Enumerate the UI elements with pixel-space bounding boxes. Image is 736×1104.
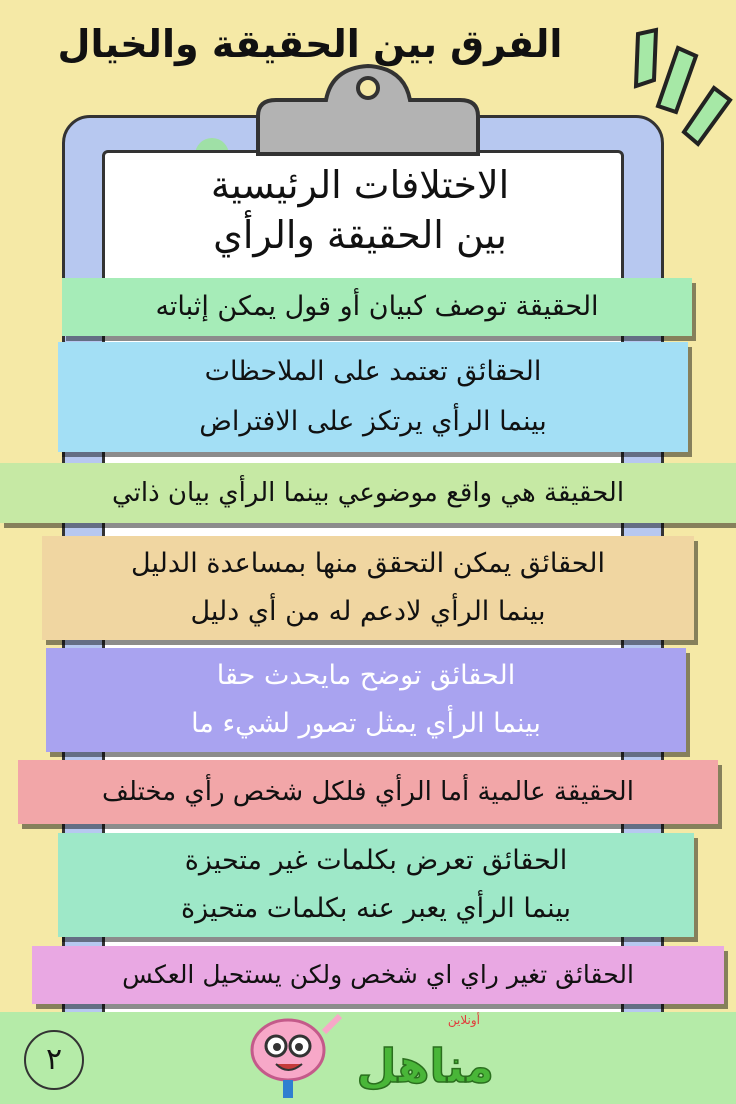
box-6-line-1: الحقيقة عالمية أما الرأي فلكل شخص رأي مختلف xyxy=(102,777,634,807)
manahel-logo xyxy=(244,1002,504,1104)
box-1-line-1: الحقيقة توصف كبيان أو قول يمكن إثباته xyxy=(155,291,599,322)
heading-line-2: بين الحقيقة والرأي xyxy=(213,213,507,257)
box-7-line-2: بينما الرأي يعبر عنه بكلمات متحيزة xyxy=(181,893,571,924)
difference-box-8 xyxy=(32,946,724,1004)
difference-box-4 xyxy=(42,536,694,640)
difference-box-7 xyxy=(58,833,694,937)
box-8-line-1: الحقائق تغير راي اي شخص ولكن يستحيل العكس xyxy=(122,960,634,989)
difference-box-6 xyxy=(18,760,718,824)
logo-small-text: أونلاين xyxy=(447,1013,480,1027)
page-title: الفرق بين الحقيقة والخيال xyxy=(57,22,563,66)
difference-box-5 xyxy=(46,648,686,752)
box-7-line-1: الحقائق تعرض بكلمات غير متحيزة xyxy=(184,845,568,876)
box-4-line-2: بينما الرأي لادعم له من أي دليل xyxy=(190,596,546,627)
box-5-line-2: بينما الرأي يمثل تصور لشيء ما xyxy=(191,708,541,739)
section-heading xyxy=(102,160,618,260)
difference-box-3 xyxy=(0,463,736,523)
clipboard-clip-icon xyxy=(218,56,518,156)
page-number: ٢ xyxy=(24,1030,84,1090)
box-5-line-1: الحقائق توضح مايحدث حقا xyxy=(216,660,516,691)
box-4-line-1: الحقائق يمكن التحقق منها بمساعدة الدليل xyxy=(131,548,605,579)
heading-line-1: الاختلافات الرئيسية xyxy=(210,163,510,207)
box-2-line-1: الحقائق تعتمد على الملاحظات xyxy=(204,356,542,387)
difference-box-1 xyxy=(62,278,692,336)
box-2-line-2: بينما الرأي يرتكز على الافتراض xyxy=(199,406,547,437)
difference-box-2 xyxy=(58,342,688,452)
box-3-line-1: الحقيقة هي واقع موضوعي بينما الرأي بيان ذاتي xyxy=(111,478,625,508)
logo-main-text: مناهل xyxy=(356,1039,494,1093)
brain-mascot-icon xyxy=(252,1016,340,1098)
